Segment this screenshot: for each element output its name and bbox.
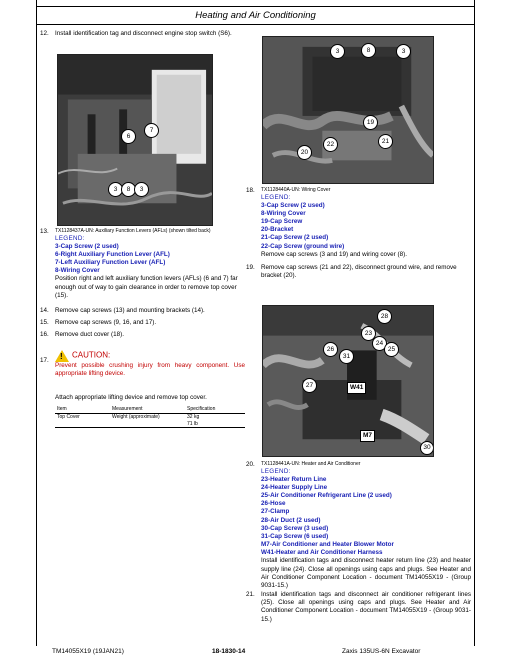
legend-item: 3-Cap Screw (2 used): [55, 242, 119, 250]
legend-title: LEGEND:: [261, 467, 291, 475]
callout-24: 24: [372, 336, 387, 351]
tag-m7: M7: [360, 430, 375, 442]
step-21: 21. Install identification tags and disconnect air conditioner refrigerant lines (25). Close all openings using caps and plugs. See Heater and Air Conditioner Component Location - document TM14055X19 - (Group 9031-15.): [246, 591, 471, 623]
page-frame-left: [36, 0, 37, 646]
step-13: 13. TX1128437A-UN: Auxiliary Function Levers (AFLs) (shown tilted back) LEGEND: 3-Cap Screw (2 used) 6-Right Auxiliary Function Lever (AFL) 7-Left Auxiliary Function Lever (AFL) 8-Wiring Cover Position right and left auxiliary function levers (AFLs) (6 and 7) far enough out of way to gain clearance in order to remove top cover (15).: [40, 228, 245, 300]
legend-item: 3-Cap Screw (2 used): [261, 201, 325, 209]
spec-header-item: Item: [57, 406, 67, 412]
legend-item: 7-Left Auxiliary Function Lever (AFL): [55, 259, 166, 267]
photo-wiring-cover: [262, 36, 434, 184]
step-17: 17. ! CAUTION: Prevent possible crushing injury from heavy component. Use appropriate lifting device.: [40, 350, 245, 378]
callout-3: 3: [330, 44, 345, 59]
footer-document-id: TM14055X19 (19JAN21): [52, 648, 124, 655]
step-15: 15. Remove cap screws (9, 16, and 17).: [40, 319, 157, 326]
caution-text: Prevent possible crushing injury from heavy component. Use appropriate lifting device.: [55, 362, 245, 378]
callout-8: 8: [361, 43, 376, 58]
callout-23: 23: [361, 326, 376, 341]
legend-item: 25-Air Conditioner Refrigerant Line (2 used): [261, 492, 392, 500]
legend-item: 30-Cap Screw (3 used): [261, 524, 329, 532]
callout-20: 20: [297, 145, 312, 160]
callout-22: 22: [323, 137, 338, 152]
legend-item: 27-Clamp: [261, 508, 290, 516]
figure-id: TX1128441A-UN: Heater and Air Conditioner: [261, 461, 361, 467]
legend-item: 22-Cap Screw (ground wire): [261, 242, 345, 250]
callout-3: 3: [108, 182, 123, 197]
spec-item: Top Cover: [57, 413, 80, 420]
step-14: 14. Remove cap screws (13) and mounting brackets (14).: [40, 307, 205, 314]
legend-title: LEGEND:: [55, 234, 85, 242]
legend-item: W41-Heater and Air Conditioner Harness: [261, 549, 383, 557]
photo-heater-air-conditioner: [262, 305, 434, 457]
caution-label: CAUTION:: [72, 350, 111, 360]
legend-item: 8-Wiring Cover: [261, 209, 306, 217]
callout-7: 7: [144, 123, 159, 138]
callout-28: 28: [377, 309, 392, 324]
footer-machine: Zaxis 135US-6N Excavator: [342, 648, 421, 655]
spec-table: [55, 406, 245, 428]
step-16: 16. Remove duct cover (18).: [40, 331, 124, 338]
legend-title: LEGEND:: [261, 193, 291, 201]
legend-item: 8-Wiring Cover: [55, 267, 100, 275]
callout-3b: 3: [134, 182, 149, 197]
legend-item: M7-Air Conditioner and Heater Blower Motor: [261, 541, 394, 549]
photo-auxiliary-function-levers: [57, 54, 213, 226]
callout-3b: 3: [396, 44, 411, 59]
figure-id: TX1128437A-UN: Auxiliary Function Levers (AFLs) (shown tilted back): [55, 228, 211, 234]
spec-header-measurement: Measurement: [112, 406, 143, 412]
legend-item: 26-Hose: [261, 500, 286, 508]
step-text: Remove cap screws (3 and 19) and wiring cover (8).: [261, 250, 407, 258]
legend-item: 23-Heater Return Line: [261, 475, 327, 483]
step-17-action: Attach appropriate lifting device and remove top cover.: [55, 394, 207, 401]
step-18: 18. TX1128440A-UN: Wiring Cover LEGEND: 3-Cap Screw (2 used) 8-Wiring Cover 19-Cap Screw 20-Bracket 21-Cap Screw (2 used) 22-Cap Screw (ground wire) Remove cap screws (3 and 19) and wiring cover (8).: [246, 187, 471, 259]
legend-item: 19-Cap Screw: [261, 218, 303, 226]
spec-measurement: Weight (approximate): [112, 413, 160, 420]
step-text: Install identification tags and disconnect heater return line (23) and heater supply line (24). Close all openings using caps and plugs. See Heater and Air Conditioner Component Location - document TM14055X19 - (Group 9031-15.): [261, 557, 471, 589]
page-frame-right: [474, 0, 475, 646]
spec-header-specification: Specification: [187, 406, 216, 412]
callout-21: 21: [378, 134, 393, 149]
callout-8: 8: [121, 182, 136, 197]
spec-value: 32 kg 71 lb: [187, 413, 200, 427]
callout-31: 31: [339, 349, 354, 364]
legend-item: 31-Cap Screw (6 used): [261, 532, 329, 540]
callout-6: 6: [121, 129, 136, 144]
page-title: Heating and Air Conditioning: [195, 10, 316, 21]
callout-25: 25: [384, 342, 399, 357]
warning-icon: !: [55, 350, 69, 362]
legend-item: 6-Right Auxiliary Function Lever (AFL): [55, 250, 170, 258]
legend-item: 20-Bracket: [261, 226, 294, 234]
callout-30: 30: [420, 441, 434, 455]
callout-27: 27: [302, 378, 317, 393]
table-row: [55, 413, 245, 428]
legend-item: 24-Heater Supply Line: [261, 483, 328, 491]
legend-item: 28-Air Duct (2 used): [261, 516, 321, 524]
step-text: Position right and left auxiliary function levers (AFLs) (6 and 7) far enough out of way to gain clearance in order to remove top cover (15).: [55, 275, 238, 299]
step-12: 12. Install identification tag and disconnect engine stop switch (S6).: [40, 30, 232, 37]
header-rule-bottom: [36, 24, 475, 25]
legend-item: 21-Cap Screw (2 used): [261, 234, 329, 242]
step-19: 19. Remove cap screws (21 and 22), disconnect ground wire, and remove bracket (20).: [246, 264, 457, 280]
step-20: 20. TX1128441A-UN: Heater and Air Conditioner LEGEND: 23-Heater Return Line 24-Heater Supply Line 25-Air Conditioner Refrigerant Line (2 used) 26-Hose 27-Clamp 28-Air Duct (2 used) 30-Cap Screw (3 used) 31-Cap Screw (6 used) M7-Air Conditioner and Heater Blower Motor W41-Heater and Air Conditioner Harness Install identification tags and disconnect heater return line (23) and heater supply line (24). Close all openings using caps and plugs. See Heater and Air Conditioner Component Location - document TM14055X19 - (Group 9031-15.): [246, 461, 471, 589]
tag-w41: W41: [347, 382, 366, 394]
footer-page-number: 18-1830-14: [212, 648, 246, 655]
figure-id: TX1128440A-UN: Wiring Cover: [261, 187, 331, 193]
callout-26: 26: [323, 342, 338, 357]
callout-19: 19: [363, 115, 378, 130]
header-rule-top: [36, 6, 475, 7]
